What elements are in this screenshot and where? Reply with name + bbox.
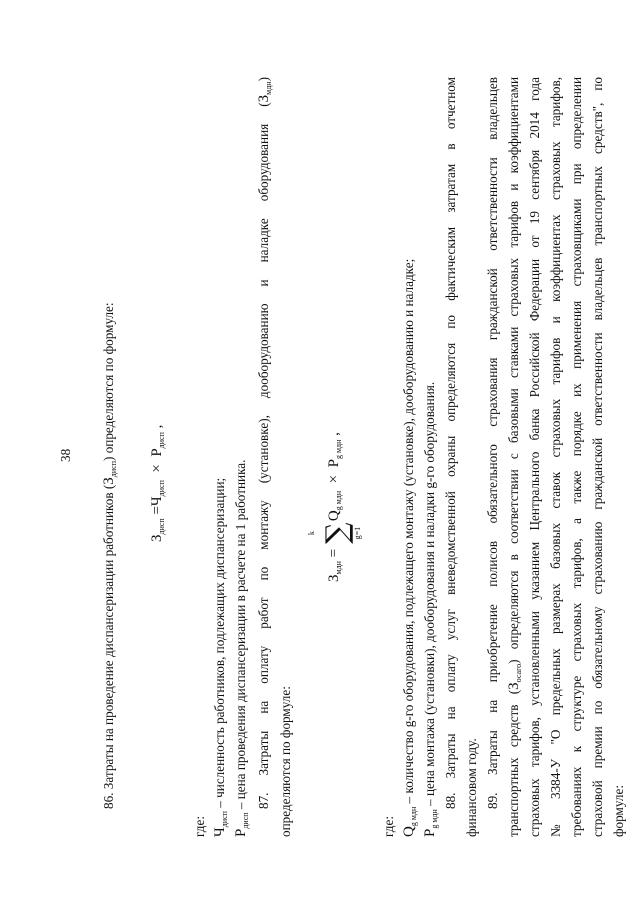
- formula87-comma: ,: [326, 432, 342, 436]
- definition-ch: [209, 77, 231, 837]
- formula86-p-sub: дисп: [157, 432, 166, 449]
- formula87-p-sub: g мдн: [334, 439, 343, 460]
- def-p-sub: дисп: [241, 812, 250, 829]
- paragraph-87-line-1: [253, 77, 275, 809]
- def-ch-sub: дисп: [220, 811, 229, 828]
- formula87-q-sub: g мдн: [334, 490, 343, 511]
- p87-sub-mdn: мдн: [264, 81, 273, 95]
- p87-line1-text: 87. Затраты на оплату работ по монтажу (установке), дооборудованию и наладке оборудования (: [256, 102, 271, 809]
- sum-symbol: ∑: [320, 522, 355, 544]
- formula87-z: З: [326, 574, 342, 582]
- def-pg-text: – цена монтажа (установки), дооборудования и наладки g-го оборудования.: [422, 381, 437, 810]
- formula87-z-sub: мдн: [334, 561, 343, 575]
- def-ch-text: – численность работников, подлежащих диспансеризации;: [212, 477, 227, 812]
- where-label-1: где:: [192, 816, 207, 837]
- formula-86: [147, 425, 168, 542]
- paragraph-89-line-3: страховых тарифов, установленными указанием Центрального банка Российской Федерации от 19 сентября 2014 года: [527, 77, 542, 837]
- def-pg-sub: g мдн: [430, 809, 439, 829]
- def-pg-symbol: Р: [422, 828, 438, 837]
- p89-sub-osago: осаго: [514, 663, 523, 683]
- p87-close-paren: ): [256, 77, 271, 82]
- p89-line2-a: транспортных средств (: [506, 689, 521, 837]
- formula86-p: Р: [149, 448, 165, 457]
- summation-sign: [307, 521, 362, 545]
- paragraph-89-line-2: [503, 77, 525, 837]
- page-number: 38: [58, 448, 73, 462]
- formula86-times: ×: [149, 464, 165, 473]
- paragraph-88-line-1: 88. Затраты на оплату услуг вневедомственной охраны определяются по фактическим затратам в отчетном: [443, 77, 458, 809]
- def-q-text: – количество g-го оборудования, подлежащего монтажу (установке), дооборудованию и наладке;: [401, 258, 416, 807]
- paragraph-88-line-2: финансовом году.: [464, 738, 479, 837]
- paragraph-86-heading: [98, 49, 120, 809]
- def-p-text: – цена проведения диспансеризации в расчете на 1 работника.: [233, 459, 248, 813]
- paragraph-87-line-2: определяются по формуле:: [278, 686, 293, 837]
- rotated-document-page: [25, 17, 626, 887]
- formula86-ch: Ч: [149, 496, 165, 507]
- sum-lower-limit: g=1: [353, 526, 362, 540]
- p89-z-symbol: З: [506, 682, 522, 690]
- formula86-z: З: [149, 534, 165, 542]
- formula87-equals: =: [326, 548, 342, 558]
- definition-q: [398, 77, 420, 837]
- p86-prefix: 86. Затраты на проведение диспансеризации работников (: [101, 484, 116, 809]
- z-symbol: З: [101, 477, 117, 485]
- definition-pg: [419, 77, 441, 837]
- p87-z-symbol: З: [256, 94, 272, 103]
- def-q-symbol: Q: [401, 826, 417, 837]
- formula87-p: Р: [326, 459, 342, 468]
- definition-p: [230, 77, 252, 837]
- paragraph-89-line-4: № 3384-У "О предельных размерах базовых ставок страховых тарифов и коэффициентах страховых тарифов,: [548, 77, 563, 837]
- def-ch-symbol: Ч: [212, 827, 228, 837]
- paragraph-89-line-6: страховой премии по обязательному страхованию гражданской ответственности владельцев транспортных средств", по: [590, 77, 605, 837]
- paragraph-89-line-1: 89. Затраты на приобретение полисов обязательного страхования гражданской ответственности владельцев: [485, 77, 500, 809]
- formula86-ch-sub: дисп: [157, 480, 166, 497]
- p89-line2-b: ) определяются в соответствии с базовыми ставками страховых тарифов и коэффициентами: [506, 76, 521, 664]
- where-label-2: где:: [381, 816, 396, 837]
- formula86-equals: =: [149, 506, 165, 515]
- def-q-sub: g мдн: [409, 806, 418, 827]
- paragraph-89-line-5: требованиях к структуре страховых тарифов, а также порядке их применения страховщиками при определении: [569, 77, 584, 837]
- sum-upper-limit: k: [307, 531, 316, 536]
- paragraph-89-line-7: формуле:: [611, 785, 626, 837]
- formula86-z-sub: дисп: [157, 518, 166, 535]
- formula-87: [307, 432, 362, 582]
- p86-suffix: ) определяются по формуле:: [101, 302, 116, 461]
- formula86-comma: ,: [149, 424, 165, 429]
- formula87-q: Q: [326, 510, 342, 522]
- def-p-symbol: Р: [233, 828, 249, 837]
- sub-disp: дисп: [109, 461, 118, 478]
- formula87-times: ×: [326, 474, 342, 484]
